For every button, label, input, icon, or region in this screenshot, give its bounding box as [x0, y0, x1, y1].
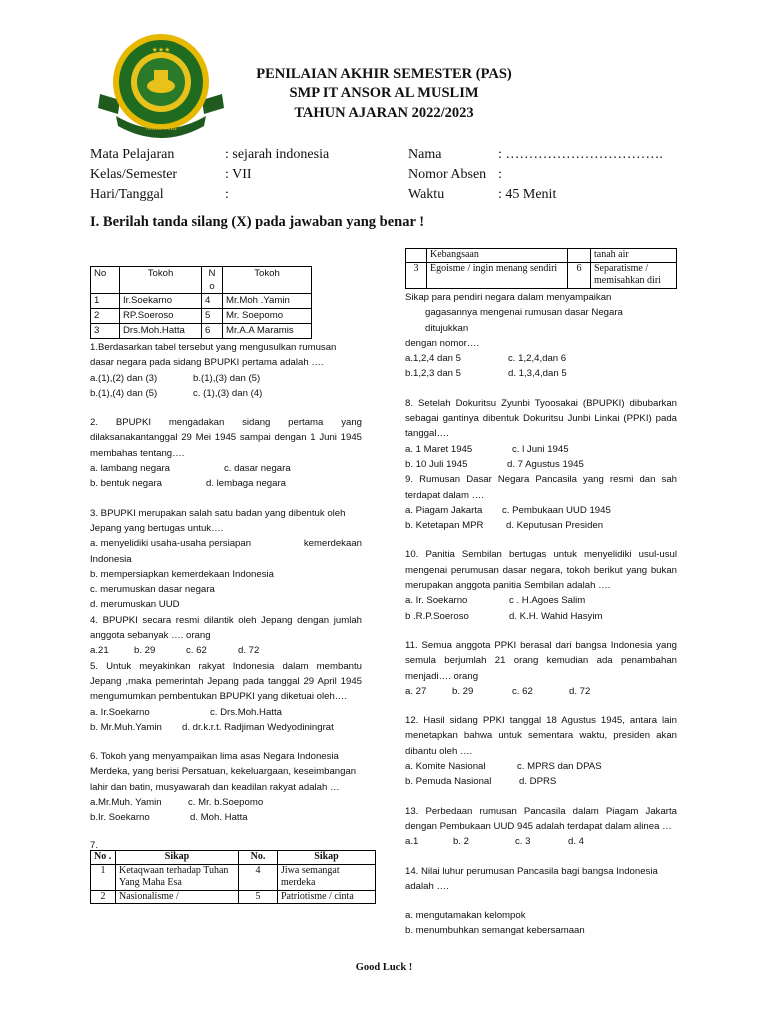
q13-option-a[interactable]: a.1 [405, 836, 419, 848]
q8-option-d[interactable]: d. 7 Agustus 1945 [507, 458, 584, 470]
cell: Drs.Moh.Hatta [120, 324, 202, 339]
q12-text: 12. Hasil sidang PPKI tanggal 18 Agustus 1945, antara lain menetapkan bahwa untuk sementara waktu, presiden akan dibantu oleh …. [405, 715, 677, 757]
q1-option-b[interactable]: b.(1),(3) dan (5) [193, 372, 261, 384]
table-row [91, 864, 376, 890]
cell: Mr.A.A Maramis [223, 324, 312, 339]
question-9 [405, 472, 677, 533]
q12-option-b[interactable]: b. Pemuda Nasional [405, 776, 492, 788]
left-column [90, 340, 362, 853]
cell: Patriotisme / cinta [278, 890, 376, 904]
question-7 [405, 290, 677, 382]
q13-option-b[interactable]: b. 2 [453, 836, 470, 848]
q7-text-1: Sikap para pendiri negara dalam menyampaikan [405, 292, 612, 303]
q5-option-b[interactable]: b. Mr.Muh.Yamin [90, 721, 162, 733]
tokoh-table [90, 266, 312, 339]
q5-text: 5. Untuk meyakinkan rakyat Indonesia dalam membantu Jepang ,maka pemerintah Jepang pada tanggal 29 April 1945 mengumumkan pembentukan BPUPKI yang diketuai oleh…. [90, 660, 362, 703]
cell: 6 [568, 262, 591, 288]
q6-option-c[interactable]: c. Mr. b.Soepomo [188, 797, 264, 809]
th-no2: N o [202, 267, 223, 294]
q2-text: 2. BPUPKI mengadakan sidang pertama yang dilaksanakantanggal 29 Mei 1945 sampai dengan 1 Juni 1945 membahas tentang…. [90, 417, 362, 459]
question-14 [405, 864, 677, 939]
q4-option-a[interactable]: a.21 [90, 645, 109, 657]
mapel-label: Mata Pelajaran [90, 147, 175, 162]
th-tokoh: Tokoh [120, 267, 202, 294]
q6-option-a[interactable]: a.Mr.Muh. Yamin [90, 797, 162, 809]
waktu-value: : 45 Menit [498, 187, 557, 202]
cell: 4 [202, 294, 223, 309]
cell: 2 [91, 309, 120, 324]
q8-text: 8. Setelah Dokuritsu Zyunbi Tyoosakai (BPUPKI) dibubarkan sebagai gantinya dibentuk Dokuritsu Junbi Linkai (PPKI) pada tanggal…. [405, 397, 677, 440]
footer-good-luck: Good Luck ! [355, 962, 413, 973]
cell: Ir.Soekarno [120, 294, 202, 309]
q2-option-b[interactable]: b. bentuk negara [90, 478, 163, 490]
cell: 2 [91, 890, 116, 904]
q10-option-c[interactable]: c . H.Agoes Salim [509, 595, 586, 607]
q13-option-c[interactable]: c. 3 [515, 836, 531, 848]
cell [406, 249, 427, 263]
q7-text-2: gagasannya mengenai rumusan dasar Negara [425, 307, 623, 319]
q7-option-a[interactable]: a.1,2,4 dan 5 [405, 353, 462, 365]
cell: Ketaqwaan terhadap Tuhan Yang Maha Esa [116, 864, 239, 890]
question-4 [90, 613, 362, 659]
q8-option-c[interactable]: c. l Juni 1945 [512, 443, 569, 455]
question-11 [405, 638, 677, 699]
q14-text: 14. Nilai luhur perumusan Pancasila bagi bangsa Indonesia adalah …. [405, 865, 658, 892]
question-13 [405, 804, 677, 850]
q11-option-b[interactable]: b. 29 [452, 685, 474, 697]
q7-text-3: ditujukkan [425, 322, 469, 334]
cell: 1 [91, 294, 120, 309]
th-no: No [91, 267, 120, 294]
q1-text: 1.Berdasarkan tabel tersebut yang mengusulkan rumusan dasar negara pada sidang BPUPKI pertama adalah …. [90, 342, 337, 369]
q1-option-a[interactable]: a.(1),(2) dan (3) [90, 372, 158, 384]
question-1 [90, 340, 362, 401]
q11-option-d[interactable]: d. 72 [569, 685, 591, 697]
th-sikap: Sikap [116, 851, 239, 865]
q12-option-c[interactable]: c. MPRS dan DPAS [517, 761, 602, 773]
th-tokoh2: Tokoh [223, 267, 312, 294]
cell [568, 249, 591, 263]
absen-value: : [498, 167, 502, 182]
q2-option-d[interactable]: d. lembaga negara [206, 478, 287, 490]
tokoh-table-wrap [90, 266, 312, 339]
q3-option-d[interactable]: d. merumuskan UUD [90, 599, 180, 611]
q3-text: 3. BPUPKI merupakan salah satu badan yang dibentuk oleh Jepang yang bertugas untuk…. [90, 507, 346, 534]
q4-option-d[interactable]: d. 72 [238, 645, 260, 657]
academic-year: TAHUN AJARAN 2022/2023 [294, 105, 474, 121]
q4-option-b[interactable]: b. 29 [134, 645, 156, 657]
kelas-value: : VII [225, 167, 252, 182]
q5-option-d[interactable]: d. dr.k.r.t. Radjiman Wedyodiningrat [182, 721, 334, 733]
q3-option-b[interactable]: b. mempersiapkan kemerdekaan Indonesia [90, 568, 274, 580]
kelas-label: Kelas/Semester [90, 167, 178, 182]
cell: 5 [202, 309, 223, 324]
q4-option-c[interactable]: c. 62 [186, 645, 207, 657]
question-8 [405, 396, 677, 472]
table-row [91, 309, 312, 324]
q9-text: 9. Rumusan Dasar Negara Pancasila yang resmi dan sah terdapat dalam …. [405, 474, 677, 501]
table-row [91, 294, 312, 309]
cell: Mr.Moh .Yamin [223, 294, 312, 309]
absen-label: Nomor Absen [408, 167, 487, 182]
q7-text-4: dengan nomor…. [405, 337, 480, 349]
q12-option-d[interactable]: d. DPRS [519, 776, 557, 788]
q1-option-d[interactable]: c. (1),(3) dan (4) [193, 387, 263, 399]
mapel-value: : sejarah indonesia [225, 147, 330, 162]
q7-option-b[interactable]: b.1,2,3 dan 5 [405, 368, 462, 380]
q7-number: 7. [90, 839, 99, 851]
q5-option-c[interactable]: c. Drs.Moh.Hatta [210, 706, 282, 718]
school-name: SMP IT ANSOR AL MUSLIM [289, 85, 479, 101]
q10-option-d[interactable]: d. K.H. Wahid Hasyim [509, 610, 603, 622]
q6-text: 6. Tokoh yang menyampaikan lima asas Negara Indonesia Merdeka, yang berisi Persatuan, kekeluargaan, keseimbangan lahir dan batin, musyawarah dan keadilan rakyat adalah … [90, 751, 357, 793]
q9-option-a[interactable]: a. Piagam Jakarta [405, 504, 483, 516]
q13-option-d[interactable]: d. 4 [568, 836, 585, 848]
q6-option-b[interactable]: b.Ir. Soekarno [90, 812, 150, 824]
cell: Separatisme / memisahkan diri [591, 262, 677, 288]
q1-option-c[interactable]: b.(1),(4) dan (5) [90, 387, 158, 399]
q3-option-a[interactable]: a. menyelidiki usaha-usaha persiapan [90, 538, 252, 550]
q13-text: 13. Perbedaan rumusan Pancasila dalam Piagam Jakarta dengan Pembukaan UUD 945 adalah terdapat dalam alinea … [405, 805, 677, 832]
cell: Egoisme / ingin menang sendiri [427, 262, 568, 288]
cell: RP.Soeroso [120, 309, 202, 324]
q9-option-d[interactable]: d. Keputusan Presiden [506, 520, 604, 532]
waktu-label: Waktu [408, 187, 445, 202]
hari-value: : [225, 187, 229, 202]
question-12 [405, 713, 677, 789]
q7-option-c[interactable]: c. 1,2,4,dan 6 [508, 353, 567, 365]
q9-option-c[interactable]: c. Pembukaan UUD 1945 [502, 504, 611, 516]
q5-option-a[interactable]: a. Ir.Soekarno [90, 706, 150, 718]
nama-value: : ……………………………. [498, 147, 663, 162]
q2-option-a[interactable]: a. lambang negara [90, 463, 171, 475]
q10-text: 10. Panitia Sembilan bertugas untuk menyelidiki usul-usul mengenai perumusan dasar negara, tokoh berikut yang bukan merupakan anggota panitia Sembilan adalah …. [405, 549, 677, 592]
th-sikap2: Sikap [278, 851, 376, 865]
q11-option-c[interactable]: c. 62 [512, 685, 533, 697]
table-row [406, 249, 677, 263]
q12-option-a[interactable]: a. Komite Nasional [405, 761, 486, 773]
question-10 [405, 547, 677, 623]
q6-option-d[interactable]: d. Moh. Hatta [190, 812, 248, 824]
table-row [91, 324, 312, 339]
table-row [406, 262, 677, 288]
q10-option-b[interactable]: b .R.P.Soeroso [405, 610, 469, 622]
cell: 3 [406, 262, 427, 288]
sikap-table-left [90, 850, 376, 904]
cell: Kebangsaan [427, 249, 568, 263]
info-block [90, 147, 710, 207]
q3-option-a-cont2: Indonesia [90, 553, 132, 565]
q3-option-c[interactable]: c. merumuskan dasar negara [90, 584, 215, 596]
q8-option-a[interactable]: a. 1 Maret 1945 [405, 443, 473, 455]
exam-title: PENILAIAN AKHIR SEMESTER (PAS) [256, 66, 512, 82]
cell: tanah air [591, 249, 677, 263]
cell: 1 [91, 864, 116, 890]
cell: 4 [239, 864, 278, 890]
right-column [405, 290, 677, 939]
cell: 3 [91, 324, 120, 339]
cell: Jiwa semangat merdeka [278, 864, 376, 890]
q8-option-b[interactable]: b. 10 Juli 1945 [405, 458, 468, 470]
hari-label: Hari/Tanggal [90, 187, 164, 202]
question-3 [90, 506, 362, 613]
question-2 [90, 415, 362, 491]
q2-option-c[interactable]: c. dasar negara [224, 463, 291, 475]
sikap-table-right [405, 248, 677, 289]
question-6 [90, 749, 362, 825]
cell: 5 [239, 890, 278, 904]
cell: Nasionalisme / [116, 890, 239, 904]
cell: 6 [202, 324, 223, 339]
th-no: No . [91, 851, 116, 865]
section-heading: I. Berilah tanda silang (X) pada jawaban yang benar ! [90, 214, 425, 230]
q4-text: 4. BPUPKI secara resmi dilantik oleh Jepang dengan jumlah anggota sebanyak …. orang [90, 614, 362, 642]
q7-option-d[interactable]: d. 1,3,4,dan 5 [508, 368, 567, 380]
cell: Mr. Soepomo [223, 309, 312, 324]
logo-ribbon-text: TANGERANG [145, 126, 177, 132]
q9-option-b[interactable]: b. Ketetapan MPR [405, 520, 484, 532]
svg-text:★★★: ★★★ [151, 46, 171, 54]
q3-option-a-cont: kemerdekaan [303, 538, 362, 550]
q14-option-a[interactable]: a. mengutamakan kelompok [405, 910, 526, 922]
th-no2: No. [239, 851, 278, 865]
q10-option-a[interactable]: a. Ir. Soekarno [405, 595, 468, 607]
nama-label: Nama [408, 147, 442, 162]
table-row [91, 890, 376, 904]
q11-option-a[interactable]: a. 27 [405, 685, 427, 697]
q14-option-b[interactable]: b. menumbuhkan semangat kebersamaan [405, 925, 585, 937]
q11-text: 11. Semua anggota PPKI berasal dari bangsa Indonesia yang semula berjumlah 21 orang kemudian ada penambahan menjadi…. orang [405, 639, 677, 682]
question-5 [90, 659, 362, 735]
